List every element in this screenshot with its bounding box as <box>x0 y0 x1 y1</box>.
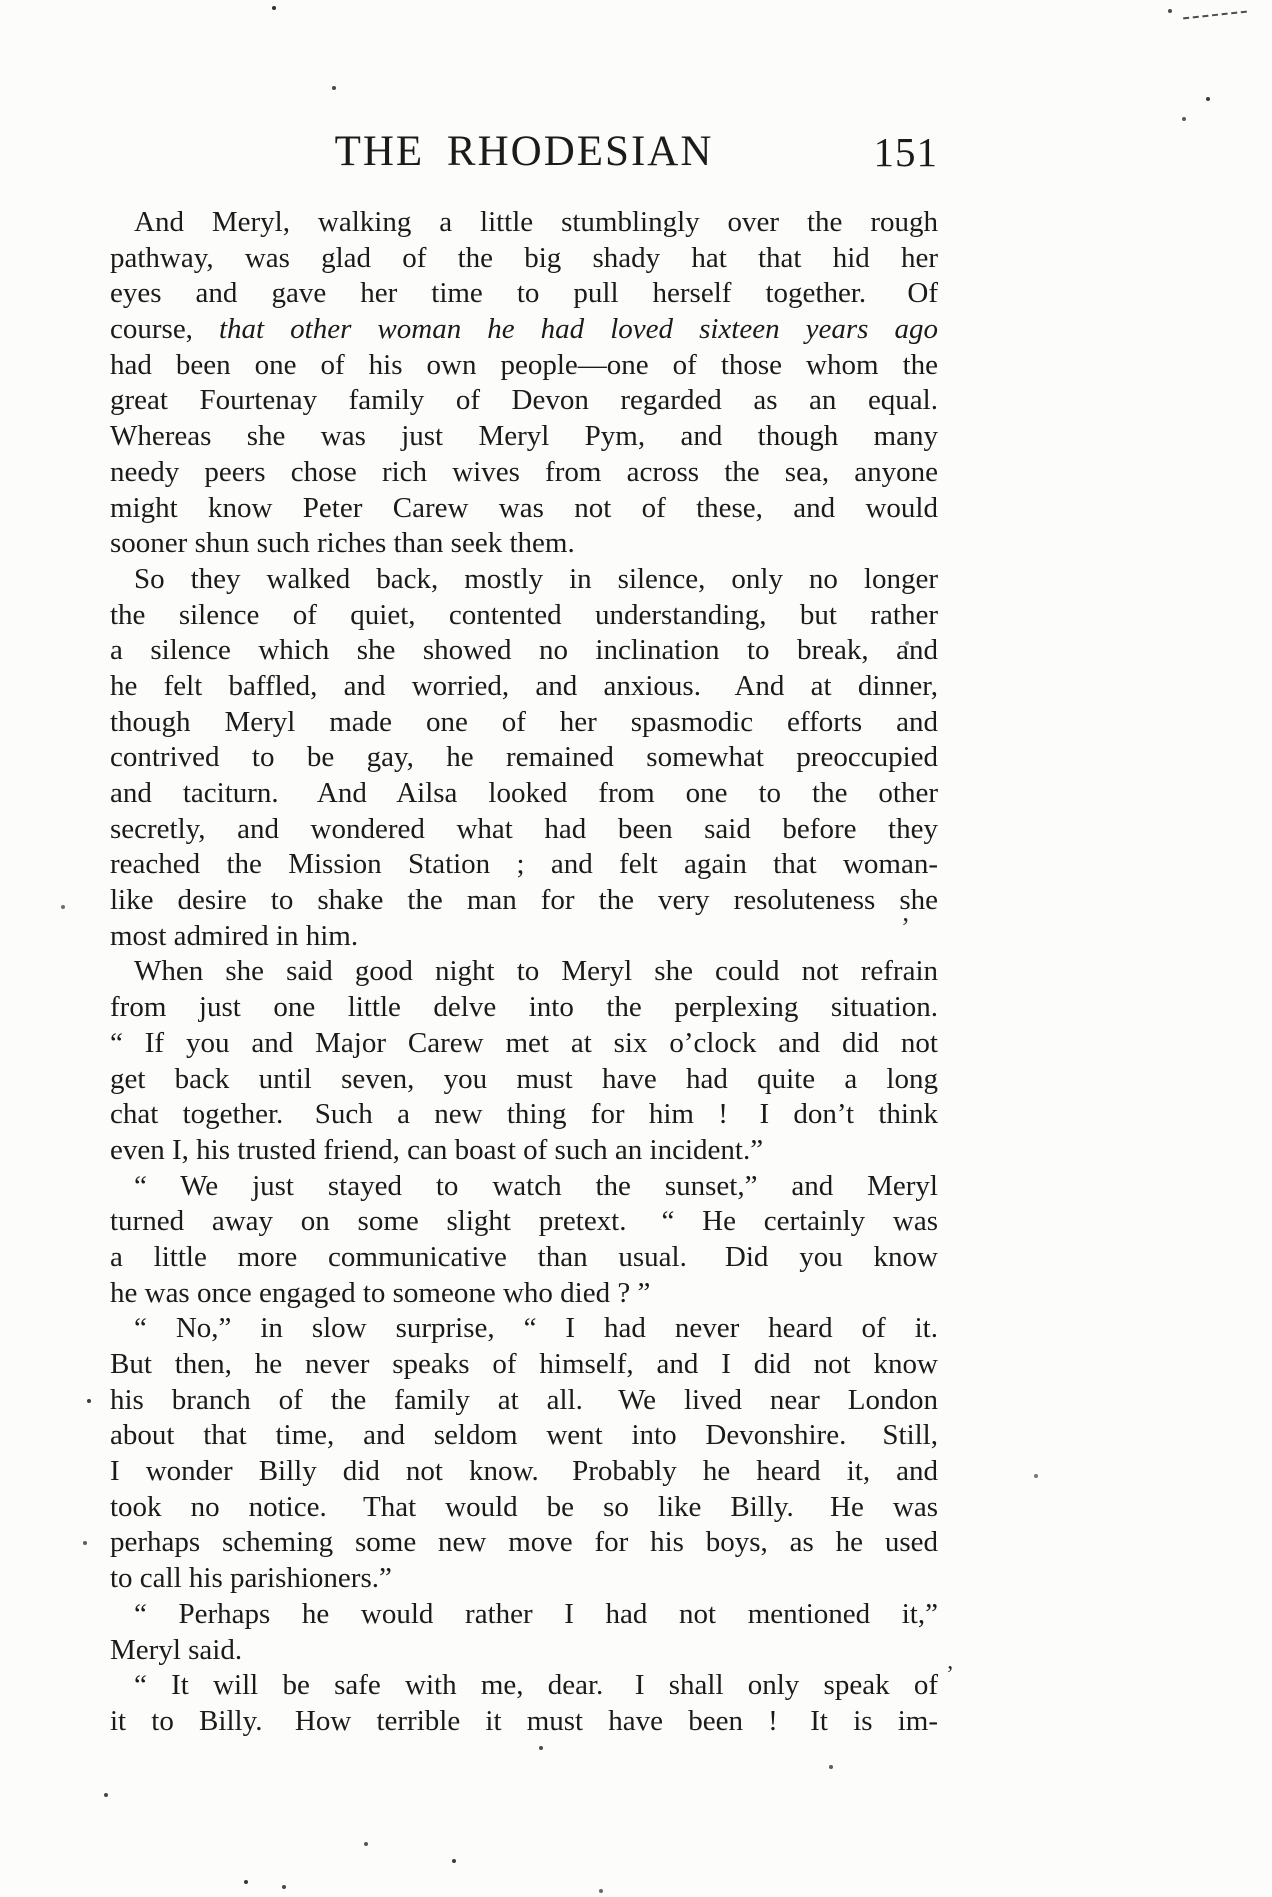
text-line: “ It will be safe with me, dear. I shall only speak of <box>134 1669 938 1702</box>
text-line: Whereas she was just Meryl Pym, and though many <box>110 420 938 453</box>
text-line: “ No,” in slow surprise, “ I had never heard of it. <box>134 1312 938 1345</box>
text-line: “ If you and Major Carew met at six o’clock and did not <box>110 1026 938 1059</box>
text-line: took no notice. That would be so like Billy. He was <box>110 1490 938 1523</box>
text-line: might know Peter Carew was not of these, and would <box>110 491 938 524</box>
text-line: turned away on some slight pretext. “ He certainly was <box>110 1205 938 1238</box>
text-line: pathway, was glad of the big shady hat that hid her <box>110 241 938 274</box>
text-line: perhaps scheming some new move for his boys, as he used <box>110 1526 938 1559</box>
text-line: from just one little delve into the perplexing situation. <box>110 991 938 1024</box>
text-line: even I, his trusted friend, can boast of such an incident.” <box>110 1133 764 1166</box>
text-line: and taciturn. And Ailsa looked from one to the other <box>110 777 938 809</box>
text-line: “ Perhaps he would rather I had not mentioned it,” <box>134 1597 938 1630</box>
text-line: great Fourtenay family of Devon regarded as an equal. <box>110 384 938 417</box>
scan-noise-speckles <box>0 0 2 2</box>
scan-speck-apostrophe: ’ <box>901 912 910 942</box>
scan-speck-apostrophe: ’ <box>946 1662 954 1688</box>
text-line: the silence of quiet, contented understanding, but rather <box>110 598 938 631</box>
running-title: THE RHODESIAN <box>334 128 714 175</box>
text-line: get back until seven, you must have had quite a long <box>110 1062 938 1095</box>
text-line: Meryl said. <box>110 1633 243 1666</box>
text-line: to call his parishioners.” <box>110 1562 392 1595</box>
text-line: I wonder Billy did not know. Probably he heard it, and <box>110 1455 938 1488</box>
text-line: had been one of his own people—one of those whom the <box>110 348 938 381</box>
text-line: “ We just stayed to watch the sunset,” and Meryl <box>134 1169 938 1202</box>
text-line: his branch of the family at all. We lived near London <box>110 1383 938 1416</box>
text-line: chat together. Such a new thing for him ! I don’t think <box>110 1098 938 1131</box>
page-body <box>110 205 938 1740</box>
text-line: sooner shun such riches than seek them. <box>110 527 575 560</box>
text-line: it to Billy. How terrible it must have been ! It is im- <box>110 1704 938 1737</box>
text-line: eyes and gave her time to pull herself together. Of <box>110 277 938 310</box>
page-header <box>110 126 938 178</box>
scan-artifact-dashes <box>1183 11 1247 20</box>
text-line: But then, he never speaks of himself, and I did not know <box>110 1348 938 1380</box>
text-line: he was once engaged to someone who died ? ” <box>110 1276 651 1309</box>
text-line: most admired in him. <box>110 919 359 952</box>
text-line: reached the Mission Station ; and felt again that woman- <box>110 848 938 881</box>
text-line: though Meryl made one of her spasmodic efforts and <box>110 705 938 738</box>
text-line: about that time, and seldom went into Devonshire. Still, <box>110 1419 938 1452</box>
text-line: like desire to shake the man for the very resoluteness she <box>110 884 938 917</box>
text-line: When she said good night to Meryl she could not refrain <box>134 955 938 988</box>
text-line: course, that other woman he had loved sixteen years ago <box>110 313 938 346</box>
text-line: needy peers chose rich wives from across the sea, anyone <box>110 455 938 488</box>
text-line: he felt baffled, and worried, and anxious. And at dinner, <box>110 669 938 702</box>
text-line: secretly, and wondered what had been said before they <box>110 812 938 845</box>
text-line: a little more communicative than usual. Did you know <box>110 1240 938 1273</box>
text-line: a silence which she showed no inclination to break, and <box>110 634 938 667</box>
text-line: contrived to be gay, he remained somewhat preoccupied <box>110 741 938 774</box>
text-line: And Meryl, walking a little stumblingly over the rough <box>134 206 938 238</box>
text-line: So they walked back, mostly in silence, only no longer <box>134 562 938 595</box>
page-number: 151 <box>873 129 938 175</box>
